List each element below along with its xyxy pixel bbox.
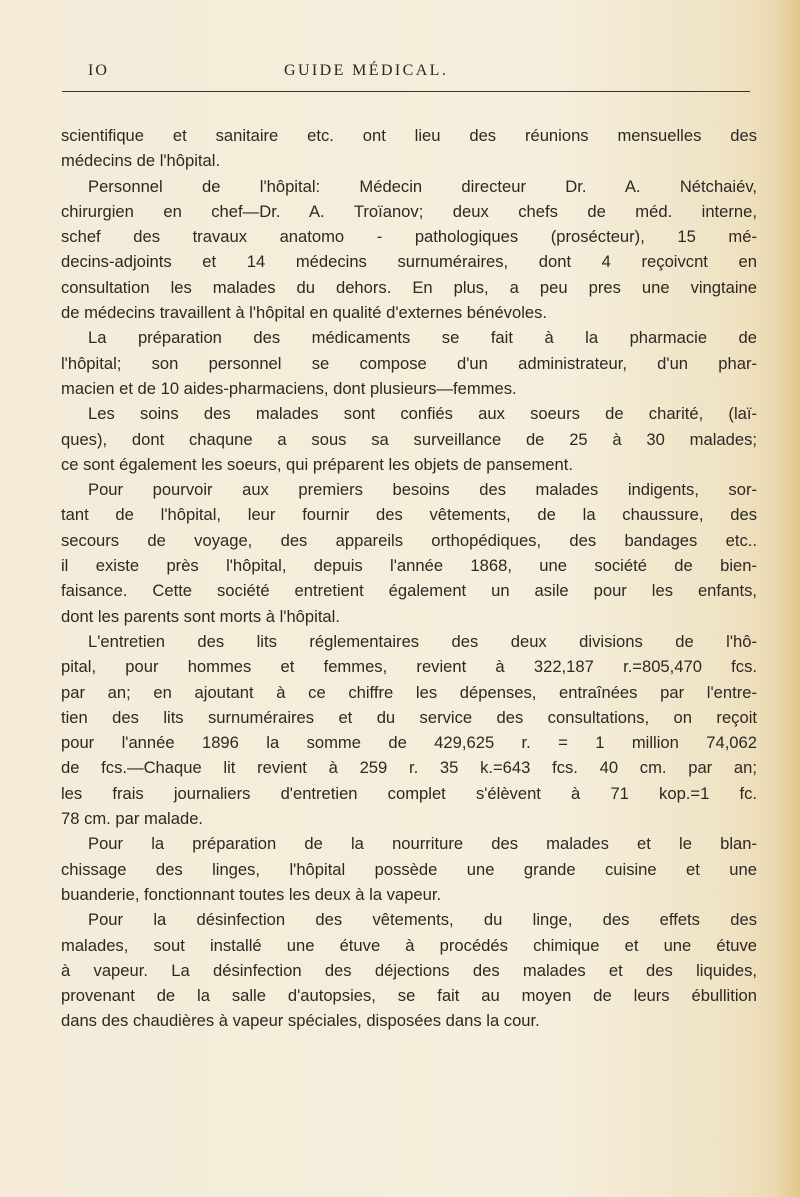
text-line: consultation les malades du dehors. En plus, a peu pres une vingtaine xyxy=(61,277,757,297)
text-line: Les soins des malades sont confiés aux soeurs de charité, (laï- xyxy=(88,404,757,424)
text-line: decins-adjoints et 14 médecins surnuméraires, dont 4 reçoivcnt en xyxy=(61,252,757,272)
text-line: buanderie, fonctionnant toutes les deux à la vapeur. xyxy=(61,884,442,904)
text-line: scientifique et sanitaire etc. ont lieu des réunions mensuelles des xyxy=(61,126,757,145)
text-line: l'hôpital; son personnel se compose d'un administrateur, d'un phar- xyxy=(61,353,757,373)
text-line: malades, sout installé une étuve à procédés chimique et une étuve xyxy=(61,935,757,955)
text-line: les frais journaliers d'entretien complet s'élèvent à 71 kop.=1 fc. xyxy=(61,783,757,803)
text-line: 78 cm. par malade. xyxy=(61,809,204,829)
text-line: il existe près l'hôpital, depuis l'année 1868, une société de bien- xyxy=(61,556,757,576)
text-line: Pour pourvoir aux premiers besoins des malades indigents, sor- xyxy=(88,480,757,500)
text-line: Pour la désinfection des vêtements, du linge, des effets des xyxy=(88,910,757,930)
text-line: schef des travaux anatomo - pathologiques (prosécteur), 15 mé- xyxy=(61,227,757,247)
text-line: à vapeur. La désinfection des déjections des malades et des liquides, xyxy=(61,960,757,980)
page-edge-shading xyxy=(774,0,800,1197)
text-line: chissage des linges, l'hôpital possède une grande cuisine et une xyxy=(61,859,757,879)
running-header xyxy=(88,62,728,86)
text-line: de fcs.—Chaque lit revient à 259 r. 35 k.=643 fcs. 40 cm. par an; xyxy=(61,758,757,778)
book-title: GUIDE MÉDICAL. xyxy=(284,62,449,79)
text-line: faisance. Cette société entretient également un asile pour les enfants, xyxy=(61,581,757,601)
text-line: Pour la préparation de la nourriture des malades et le blan- xyxy=(88,834,757,854)
text-line: dont les parents sont morts à l'hôpital. xyxy=(61,606,340,626)
text-line: Personnel de l'hôpital: Médecin directeur Dr. A. Nétchaiév, xyxy=(88,176,757,196)
text-line: ques), dont chaqune a sous sa surveillance de 25 à 30 malades; xyxy=(61,429,757,449)
text-line: macien et de 10 aides-pharmaciens, dont plusieurs—femmes. xyxy=(61,378,517,398)
text-line: tant de l'hôpital, leur fournir des vêtements, de la chaussure, des xyxy=(61,505,757,525)
text-line: pour l'année 1896 la somme de 429,625 r. = 1 million 74,062 xyxy=(61,733,757,753)
text-line: pital, pour hommes et femmes, revient à 322,187 r.=805,470 fcs. xyxy=(61,657,757,677)
text-line: La préparation des médicaments se fait à la pharmacie de xyxy=(88,328,757,348)
page-number: IO xyxy=(88,62,109,79)
text-line: par an; en ajoutant à ce chiffre les dépenses, entraînées par l'entre- xyxy=(61,682,757,702)
text-line: L'entretien des lits réglementaires des deux divisions de l'hô- xyxy=(88,631,757,651)
text-line: de médecins travaillent à l'hôpital en qualité d'externes bénévoles. xyxy=(61,303,548,323)
text-line: tien des lits surnuméraires et du service des consultations, on reçoit xyxy=(61,707,757,727)
text-line: provenant de la salle d'autopsies, se fait au moyen de leurs ébullition xyxy=(61,986,757,1006)
text-line: ce sont également les soeurs, qui préparent les objets de pansement. xyxy=(61,454,573,474)
header-rule xyxy=(62,91,750,92)
body-text xyxy=(61,123,757,1034)
text-line: secours de voyage, des appareils orthopédiques, des bandages etc.. xyxy=(61,530,757,550)
text-line: chirurgien en chef—Dr. A. Troïanov; deux chefs de méd. interne, xyxy=(61,201,757,221)
text-line: dans des chaudières à vapeur spéciales, disposées dans la cour. xyxy=(61,1011,540,1031)
text-line: médecins de l'hôpital. xyxy=(61,151,221,171)
